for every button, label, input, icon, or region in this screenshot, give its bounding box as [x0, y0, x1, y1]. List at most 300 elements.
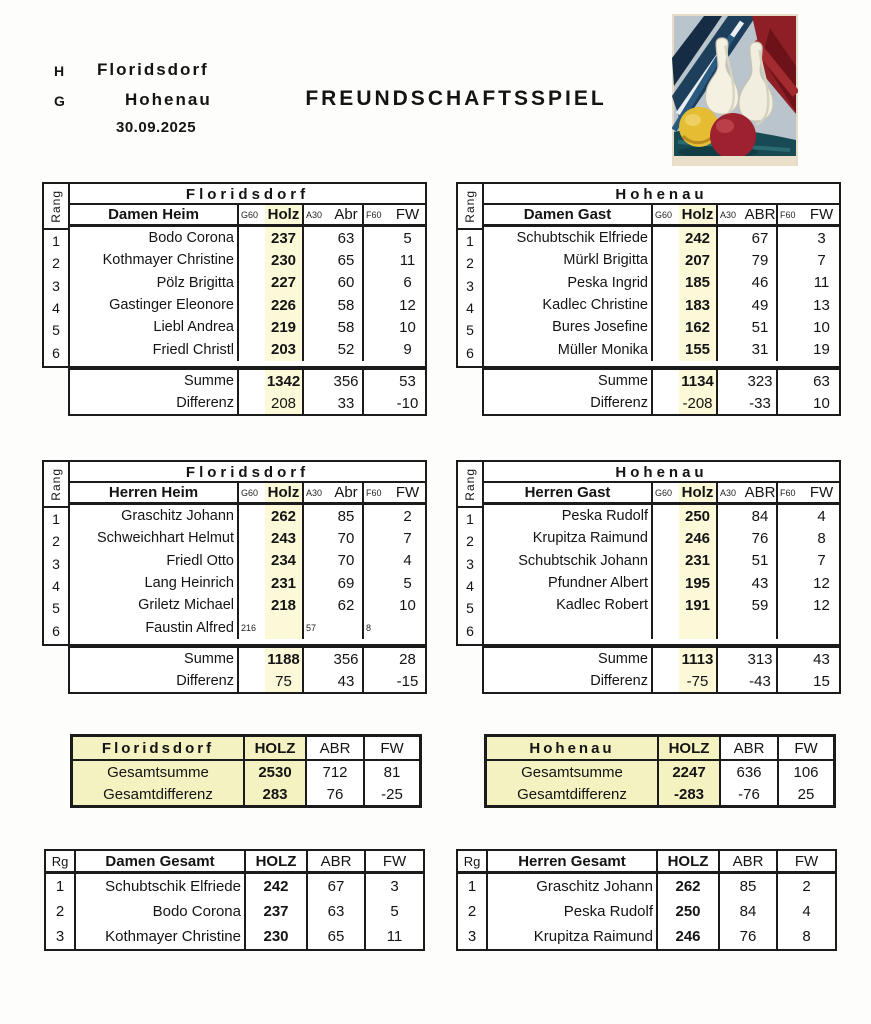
player-name: Liebl Andrea	[153, 319, 234, 336]
abr-value: 70	[337, 529, 355, 547]
club-title: Hohenau	[484, 462, 839, 483]
fw-value: 2	[776, 874, 835, 899]
ranking-abr-header: ABR	[718, 851, 776, 871]
holz-value: 227	[270, 274, 297, 292]
fw-label: FW	[395, 484, 420, 501]
holz-value: 262	[656, 874, 718, 899]
player-name: Pölz Brigitta	[156, 274, 234, 291]
team-header: Damen Gast	[523, 206, 612, 223]
summe-holz-cell	[237, 370, 302, 392]
rang-number: 2	[52, 533, 60, 550]
fw-column-header	[776, 483, 839, 502]
summary-abr-header: ABR	[305, 737, 363, 759]
fw-label: FW	[809, 484, 834, 501]
fw-value: 5	[364, 899, 423, 924]
holz-value: 230	[270, 251, 297, 269]
gesamtdifferenz-holz: 283	[243, 783, 305, 805]
abr-value: 43	[751, 574, 769, 592]
rang-column	[42, 182, 70, 368]
fw-label: FW	[395, 206, 420, 223]
summe-abr: 356	[333, 372, 359, 390]
player-name: Mürkl Brigitta	[563, 252, 648, 269]
holz-cell	[651, 617, 716, 639]
abr-cell	[716, 249, 776, 271]
holz-cell	[651, 339, 716, 361]
gesamtsumme-label: Gesamtsumme	[73, 761, 243, 783]
holz-cell	[237, 249, 302, 271]
abr-value: 65	[337, 251, 355, 269]
differenz-abr-cell	[716, 392, 776, 414]
summe-abr-cell	[302, 370, 362, 392]
fw-value: 11	[364, 924, 423, 949]
summe-fw-cell	[362, 648, 425, 670]
fw-column-header	[362, 483, 425, 502]
summe-fw: 43	[813, 650, 830, 668]
player-name: Graschitz Johann	[121, 508, 234, 525]
abr-value: 76	[718, 924, 776, 949]
rang-number: 2	[466, 255, 474, 272]
summe-fw: 63	[813, 372, 830, 390]
rang-number: 4	[466, 578, 474, 595]
fw-value: 5	[403, 574, 412, 592]
f60-label: F60	[780, 209, 796, 220]
player-name: Peska Ingrid	[567, 274, 648, 291]
gesamtsumme-holz: 2530	[243, 761, 305, 783]
rang-number: 2	[52, 255, 60, 272]
gesamtsumme-abr: 636	[719, 761, 777, 783]
ranking-fw-header: FW	[364, 851, 423, 871]
abr-cell	[716, 227, 776, 249]
summe-holz-cell	[237, 648, 302, 670]
holz-value: 207	[684, 251, 711, 269]
holz-label: Holz	[681, 484, 714, 501]
differenz-abr-cell	[302, 670, 362, 692]
abr-label: ABR	[744, 206, 776, 223]
summe-holz-cell	[651, 648, 716, 670]
abr-value: 84	[718, 899, 776, 924]
differenz-holz-cell	[651, 392, 716, 414]
abr-label: Abr	[334, 206, 358, 223]
match-table-damen-gast	[456, 182, 841, 416]
rang-number: 6	[466, 344, 474, 361]
abr-value: 65	[306, 924, 364, 949]
summe-label: Summe	[598, 373, 648, 389]
abr-cell	[302, 316, 362, 338]
fw-label: FW	[809, 206, 834, 223]
rang-header-label: Rang	[49, 189, 63, 223]
fw-value: 5	[403, 229, 412, 247]
ranking-table-herren	[456, 849, 837, 951]
differenz-abr-cell	[716, 670, 776, 692]
rang-number: 3	[52, 277, 60, 294]
ranking-abr-header: ABR	[306, 851, 364, 871]
holz-value: 231	[684, 552, 711, 570]
gesamtsumme-fw: 81	[363, 761, 419, 783]
holz-sub-value: 216	[241, 622, 257, 633]
abr-cell	[302, 339, 362, 361]
ranking-table-damen	[44, 849, 425, 951]
team-header: Herren Heim	[108, 484, 199, 501]
abr-label: ABR	[744, 484, 776, 501]
holz-column-header	[237, 483, 302, 502]
holz-value: 162	[684, 318, 711, 336]
a30-label: A30	[306, 487, 323, 498]
g60-label: G60	[241, 209, 259, 220]
summe-abr-cell	[716, 648, 776, 670]
fw-cell	[776, 527, 839, 549]
fw-value: 4	[817, 507, 826, 525]
holz-value: 230	[244, 924, 306, 949]
holz-cell	[651, 550, 716, 572]
fw-column-header	[776, 205, 839, 224]
player-name: Krupitza Raimund	[532, 530, 648, 547]
summary-table-floridsdorf	[70, 734, 422, 808]
summe-holz: 1188	[267, 650, 300, 668]
abr-column-header	[716, 205, 776, 224]
f60-label: F60	[366, 487, 382, 498]
fw-sub-value: 8	[366, 622, 372, 633]
holz-column-header	[237, 205, 302, 224]
abr-value: 70	[337, 552, 355, 570]
fw-value: 12	[399, 296, 416, 314]
differenz-fw-cell	[362, 392, 425, 414]
home-marker: H	[54, 63, 65, 79]
gesamtdifferenz-abr: -76	[719, 783, 777, 805]
summe-fw: 53	[399, 372, 416, 390]
differenz-fw-cell	[776, 392, 839, 414]
differenz-abr: 43	[337, 672, 355, 690]
player-name: Bures Josefine	[552, 319, 648, 336]
rang-number: 4	[52, 300, 60, 317]
gesamtdifferenz-label: Gesamtdifferenz	[73, 783, 243, 805]
summary-table-hohenau	[484, 734, 836, 808]
holz-value: 262	[270, 507, 297, 525]
summe-abr-cell	[716, 370, 776, 392]
fw-cell	[362, 294, 425, 316]
holz-cell	[651, 527, 716, 549]
abr-value: 49	[751, 296, 769, 314]
player-name: Kothmayer Christine	[74, 924, 244, 949]
holz-cell	[237, 505, 302, 527]
holz-cell	[237, 550, 302, 572]
fw-value: 3	[817, 229, 826, 247]
fw-value: 4	[403, 552, 412, 570]
holz-value: 191	[684, 596, 711, 614]
guest-team-name: Hohenau	[125, 90, 212, 109]
abr-column-header	[302, 205, 362, 224]
ranking-title: Damen Gesamt	[74, 851, 244, 871]
fw-cell	[776, 572, 839, 594]
fw-value: 7	[817, 552, 826, 570]
holz-value: 185	[684, 274, 711, 292]
abr-value: 51	[751, 552, 769, 570]
summe-fw-cell	[776, 648, 839, 670]
holz-value: 250	[684, 507, 711, 525]
fw-value: 7	[817, 251, 826, 269]
rang-number: 1	[466, 511, 474, 528]
player-name: Peska Rudolf	[561, 508, 648, 525]
player-name: Kothmayer Christine	[102, 252, 234, 269]
holz-cell	[651, 272, 716, 294]
summe-holz-cell	[651, 370, 716, 392]
differenz-abr: -43	[749, 672, 771, 690]
holz-value: 237	[270, 229, 297, 247]
fw-cell	[776, 316, 839, 338]
rang-number: 1	[52, 511, 60, 528]
match-table-damen-heim	[42, 182, 427, 416]
holz-value: 155	[684, 341, 711, 359]
fw-value: 10	[813, 318, 830, 336]
fw-value: 11	[399, 251, 416, 269]
fw-value: 10	[399, 318, 416, 336]
gesamtsumme-abr: 712	[305, 761, 363, 783]
abr-cell	[302, 550, 362, 572]
abr-value: 51	[751, 318, 769, 336]
holz-cell	[651, 249, 716, 271]
f60-label: F60	[780, 487, 796, 498]
rang-number: 5	[466, 322, 474, 339]
fw-cell	[362, 227, 425, 249]
summe-fw-cell	[362, 370, 425, 392]
player-name: Friedl Otto	[166, 552, 234, 569]
differenz-fw-cell	[776, 670, 839, 692]
player-name: Schubtschik Elfriede	[516, 230, 648, 247]
holz-label: Holz	[267, 484, 300, 501]
fw-value: 4	[776, 899, 835, 924]
rg-number: 2	[55, 903, 65, 920]
differenz-abr: -33	[749, 394, 771, 412]
ranking-title: Herren Gesamt	[486, 851, 656, 871]
fw-value: 3	[364, 874, 423, 899]
fw-value: 6	[403, 274, 412, 292]
abr-cell	[716, 594, 776, 616]
f60-label: F60	[366, 209, 382, 220]
differenz-abr-cell	[302, 392, 362, 414]
ranking-holz-header: HOLZ	[656, 851, 718, 871]
player-name: Krupitza Raimund	[486, 924, 656, 949]
holz-value: 219	[270, 318, 297, 336]
rg-header: Rg	[51, 853, 69, 869]
holz-value: 243	[270, 529, 297, 547]
page-title: FREUNDSCHAFTSSPIEL	[305, 87, 607, 110]
fw-cell	[362, 617, 425, 639]
abr-cell	[716, 527, 776, 549]
player-name: Graschitz Johann	[486, 874, 656, 899]
rang-number: 3	[466, 555, 474, 572]
summary-fw-header: FW	[363, 737, 419, 759]
rg-number: 1	[467, 878, 477, 895]
holz-value: 242	[684, 229, 711, 247]
abr-value: 60	[337, 274, 355, 292]
match-table-herren-gast	[456, 460, 841, 694]
rg-header: Rg	[463, 853, 481, 869]
rang-column	[42, 460, 70, 646]
abr-cell	[302, 249, 362, 271]
ranking-holz-header: HOLZ	[244, 851, 306, 871]
holz-cell	[651, 505, 716, 527]
holz-cell	[237, 294, 302, 316]
rg-number: 3	[467, 928, 477, 945]
differenz-holz-cell	[651, 670, 716, 692]
summe-abr-cell	[302, 648, 362, 670]
abr-cell	[302, 294, 362, 316]
abr-cell	[302, 617, 362, 639]
abr-value: 76	[751, 529, 769, 547]
fw-value: 12	[813, 574, 830, 592]
differenz-holz: 208	[270, 394, 297, 412]
summary-club-title: Hohenau	[487, 737, 657, 759]
abr-value: 63	[337, 229, 355, 247]
holz-cell	[237, 272, 302, 294]
fw-value: 13	[813, 296, 830, 314]
holz-value: 195	[684, 574, 711, 592]
rang-number: 4	[52, 578, 60, 595]
team-header: Herren Gast	[524, 484, 611, 501]
fw-cell	[776, 249, 839, 271]
rang-column	[456, 182, 484, 368]
summe-fw: 28	[399, 650, 416, 668]
holz-value: 203	[270, 341, 297, 359]
abr-cell	[716, 316, 776, 338]
g60-label: G60	[241, 487, 259, 498]
player-name: Friedl Christl	[152, 341, 234, 358]
summary-fw-header: FW	[777, 737, 833, 759]
abr-cell	[716, 505, 776, 527]
rang-number: 6	[52, 622, 60, 639]
gesamtsumme-holz: 2247	[657, 761, 719, 783]
rang-column	[456, 460, 484, 646]
fw-cell	[776, 272, 839, 294]
differenz-label: Differenz	[590, 673, 648, 689]
fw-cell	[776, 294, 839, 316]
summe-label: Summe	[184, 651, 234, 667]
rang-number: 3	[466, 277, 474, 294]
fw-value: 11	[813, 274, 830, 292]
abr-value: 46	[751, 274, 769, 292]
abr-value: 63	[306, 899, 364, 924]
differenz-fw: 10	[813, 394, 830, 412]
abr-value: 58	[337, 296, 355, 314]
player-name: Schubtschik Johann	[518, 552, 648, 569]
player-name: Griletz Michael	[138, 597, 234, 614]
abr-column-header	[716, 483, 776, 502]
ranking-fw-header: FW	[776, 851, 835, 871]
gesamtsumme-label: Gesamtsumme	[487, 761, 657, 783]
holz-cell	[237, 572, 302, 594]
holz-cell	[651, 594, 716, 616]
club-title: Hohenau	[484, 184, 839, 205]
summary-abr-header: ABR	[719, 737, 777, 759]
rang-number: 1	[52, 233, 60, 250]
abr-value: 52	[337, 341, 355, 359]
holz-cell	[651, 294, 716, 316]
fw-cell	[776, 339, 839, 361]
differenz-fw-cell	[362, 670, 425, 692]
summe-abr: 356	[333, 650, 359, 668]
abr-cell	[716, 550, 776, 572]
a30-label: A30	[720, 487, 737, 498]
bowling-pins-still-life-icon	[672, 14, 798, 166]
fw-cell	[362, 527, 425, 549]
abr-cell	[716, 272, 776, 294]
rang-number: 5	[52, 322, 60, 339]
differenz-holz-cell	[237, 670, 302, 692]
holz-cell	[651, 572, 716, 594]
abr-cell	[302, 594, 362, 616]
rang-number: 6	[466, 622, 474, 639]
holz-cell	[237, 227, 302, 249]
summary-holz-header: HOLZ	[243, 737, 305, 759]
holz-value: 234	[270, 552, 297, 570]
bowling-pins-painting	[672, 14, 798, 166]
abr-cell	[302, 505, 362, 527]
holz-cell	[651, 316, 716, 338]
abr-value: 79	[751, 251, 769, 269]
summe-label: Summe	[598, 651, 648, 667]
holz-cell	[237, 316, 302, 338]
fw-cell	[776, 550, 839, 572]
abr-value: 85	[337, 507, 355, 525]
differenz-holz: -75	[686, 672, 709, 690]
rang-number: 5	[52, 600, 60, 617]
player-name: Lang Heinrich	[144, 575, 234, 592]
match-date: 30.09.2025	[116, 119, 197, 136]
home-team-name: Floridsdorf	[97, 60, 209, 79]
differenz-label: Differenz	[176, 395, 234, 411]
abr-cell	[302, 227, 362, 249]
player-name: Schubtschik Elfriede	[74, 874, 244, 899]
gesamtdifferenz-fw: -25	[363, 783, 419, 805]
holz-label: Holz	[681, 206, 714, 223]
gesamtdifferenz-holz: -283	[657, 783, 719, 805]
abr-value: 67	[751, 229, 769, 247]
holz-cell	[237, 594, 302, 616]
player-name: Müller Monika	[557, 341, 648, 358]
abr-value: 67	[306, 874, 364, 899]
abr-cell	[302, 572, 362, 594]
summe-holz: 1342	[266, 372, 301, 390]
holz-value: 218	[270, 596, 297, 614]
gesamtsumme-fw: 106	[777, 761, 833, 783]
differenz-label: Differenz	[590, 395, 648, 411]
holz-value: 226	[270, 296, 297, 314]
g60-label: G60	[655, 487, 673, 498]
fw-value: 19	[813, 341, 830, 359]
fw-value: 7	[403, 529, 412, 547]
fw-cell	[776, 594, 839, 616]
abr-value: 69	[337, 574, 355, 592]
summe-fw-cell	[776, 370, 839, 392]
rang-header-label: Rang	[49, 467, 63, 501]
fw-cell	[776, 617, 839, 639]
holz-cell	[651, 227, 716, 249]
player-name: Kadlec Christine	[542, 297, 648, 314]
abr-value: 85	[718, 874, 776, 899]
fw-cell	[362, 505, 425, 527]
player-name: Pfundner Albert	[548, 575, 648, 592]
holz-value: 246	[656, 924, 718, 949]
fw-value: 10	[399, 596, 416, 614]
abr-cell	[302, 527, 362, 549]
fw-cell	[776, 505, 839, 527]
holz-cell	[237, 617, 302, 639]
abr-cell	[716, 339, 776, 361]
rang-number: 6	[52, 344, 60, 361]
player-name: Faustin Alfred	[145, 619, 234, 636]
team-header: Damen Heim	[108, 206, 199, 223]
abr-value: 31	[751, 341, 769, 359]
holz-value: 183	[684, 296, 711, 314]
